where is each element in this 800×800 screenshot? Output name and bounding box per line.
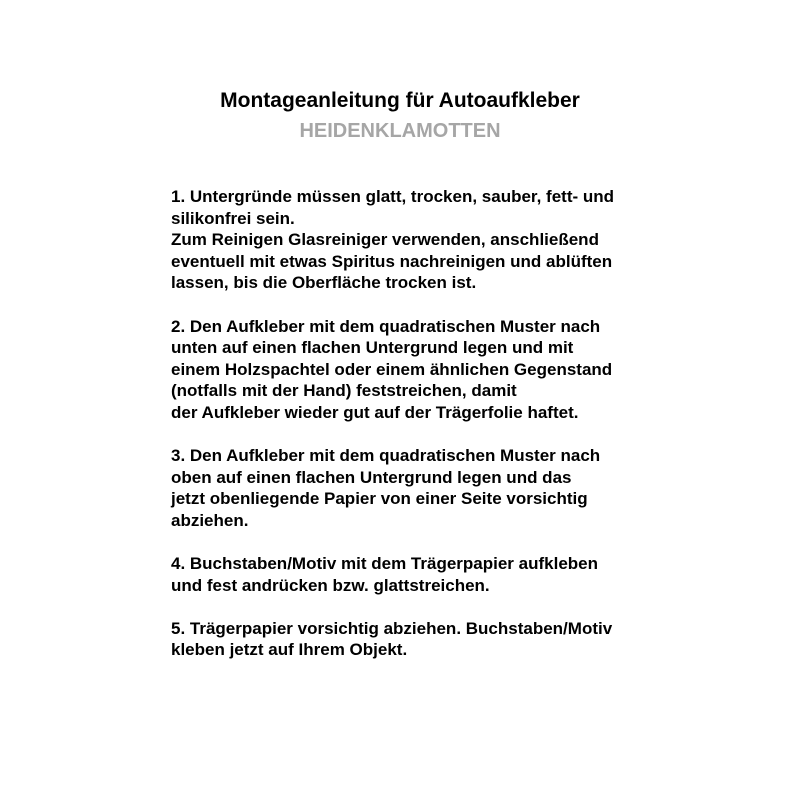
step-line: und fest andrücken bzw. glattstreichen. — [171, 575, 490, 595]
step-line: 3. Den Aufkleber mit dem quadratischen Muster nach — [171, 446, 601, 466]
step-line: jetzt obenliegende Papier von einer Seite vorsichtig — [171, 489, 588, 509]
step-line: kleben jetzt auf Ihrem Objekt. — [171, 640, 408, 660]
step-2 — [171, 316, 671, 424]
step-line: (notfalls mit der Hand) feststreichen, damit — [171, 381, 517, 401]
step-line: 2. Den Aufkleber mit dem quadratischen Muster nach — [171, 316, 601, 336]
step-line: 5. Trägerpapier vorsichtig abziehen. Buchstaben/Motiv — [171, 618, 613, 638]
step-line: eventuell mit etwas Spiritus nachreinigen und ablüften — [171, 251, 613, 271]
step-3 — [171, 445, 671, 531]
step-line: 1. Untergründe müssen glatt, trocken, sauber, fett- und — [171, 187, 615, 206]
step-line: der Aufkleber wieder gut auf der Trägerfolie haftet. — [171, 402, 579, 422]
step-line: 4. Buchstaben/Motiv mit dem Trägerpapier aufkleben — [171, 554, 598, 574]
brand-subtitle: HEIDENKLAMOTTEN — [299, 120, 501, 142]
step-line: Zum Reinigen Glasreiniger verwenden, anschließend — [171, 230, 599, 250]
step-4 — [171, 553, 671, 596]
step-5 — [171, 618, 671, 661]
step-line: lassen, bis die Oberfläche trocken ist. — [171, 273, 477, 293]
step-line: abziehen. — [171, 510, 249, 530]
step-line: oben auf einen flachen Untergrund legen und das — [171, 467, 572, 487]
step-line: silikonfrei sein. — [171, 208, 295, 228]
instructions-list — [171, 186, 671, 683]
document-title: Montageanleitung für Autoaufkleber — [220, 89, 580, 112]
step-line: einem Holzspachtel oder einem ähnlichen Gegenstand — [171, 359, 613, 379]
step-line: unten auf einen flachen Untergrund legen und mit — [171, 338, 574, 358]
step-1 — [171, 186, 671, 294]
